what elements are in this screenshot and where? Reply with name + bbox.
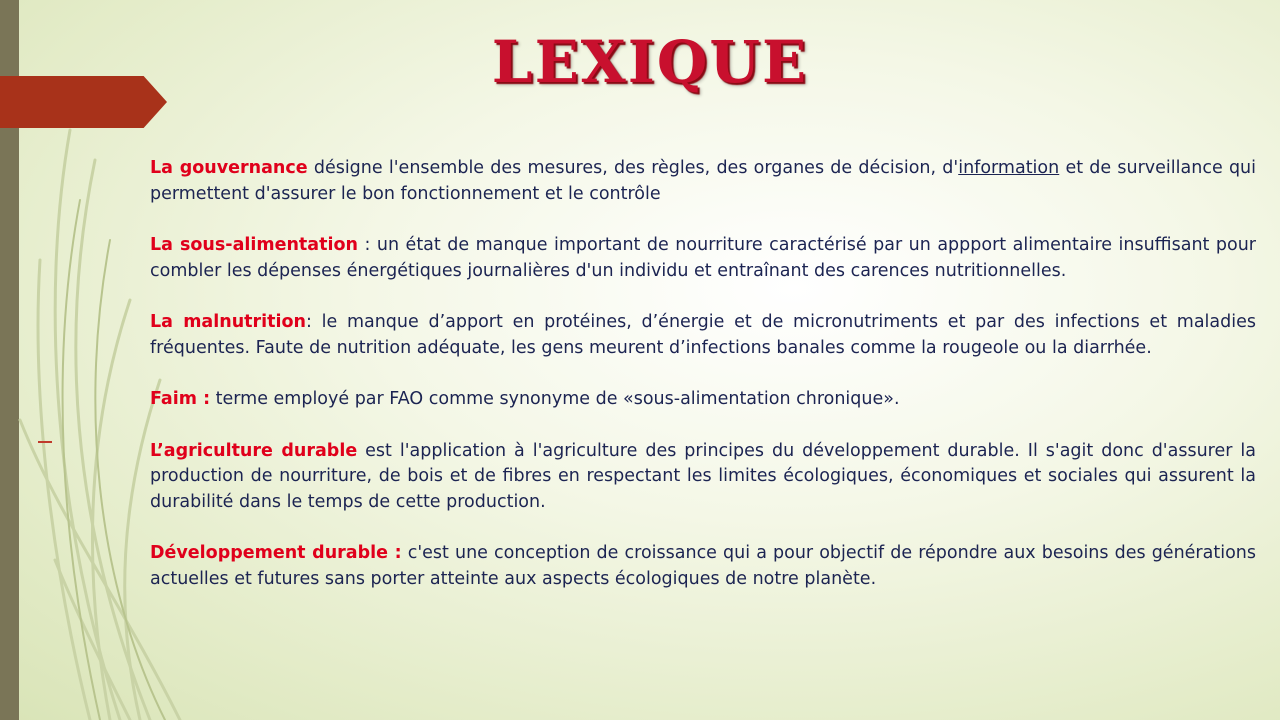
lexicon-term: L’agriculture durable xyxy=(150,440,358,461)
lexicon-definition: : le manque d’apport en protéines, d’énergie et de micronutriments et par des infections et maladies fréquentes. Faute de nutrition adéquate, les gens meurent d’infections banales comme la rougeole ou la diarrhée. xyxy=(150,312,1256,358)
accent-arrow-tab xyxy=(0,76,167,128)
lexicon-term: La malnutrition xyxy=(150,312,306,333)
information-link[interactable]: information xyxy=(958,158,1060,178)
lexicon-term: La gouvernance xyxy=(150,158,308,178)
lexicon-definition: terme employé par FAO comme synonyme de «sous-alimentation chronique». xyxy=(210,389,900,410)
lexicon-term: La sous-alimentation xyxy=(150,235,358,256)
lexicon-entry-agriculture-durable xyxy=(150,439,1256,516)
dash-bullet-icon xyxy=(38,441,52,443)
lexicon-definition: est l'application à l'agriculture des principes du développement durable. Il s'agit donc d'assurer la production de nourriture, de bois et de fibres en respectant les limites écologiques, économiques et sociales qui assurent la durabilité dans le temps de cette production. xyxy=(150,440,1256,513)
lexicon-definition: : un état de manque important de nourriture caractérisé par un appport alimentaire insuffisant pour combler les dépenses énergétiques journalières d'un individu et entraînant des carences nutritionnelles. xyxy=(150,235,1256,281)
lexicon-definition-continued: et de surveillance qui permettent d'assurer le bon fonctionnement et le contrôle xyxy=(150,158,1257,204)
slide-title: LEXIQUE xyxy=(491,28,809,96)
lexicon-term: Développement durable : xyxy=(150,543,402,564)
lexicon-term: Faim : xyxy=(150,389,211,410)
lexicon-entry-developpement-durable xyxy=(150,541,1256,592)
lexicon-entry-sous-alimentation xyxy=(150,233,1256,284)
lexicon-definition: désigne l'ensemble des mesures, des règles, des organes de décision, d' xyxy=(307,158,959,178)
lexicon-definition: c'est une conception de croissance qui a pour objectif de répondre aux besoins des générations actuelles et futures sans porter atteinte aux aspects écologiques de notre planète. xyxy=(150,543,1256,590)
lexicon-entry-malnutrition xyxy=(150,310,1256,361)
lexicon-list xyxy=(150,156,1256,619)
lexicon-entry-faim xyxy=(150,387,1256,413)
lexicon-entry-gouvernance xyxy=(150,156,1256,207)
